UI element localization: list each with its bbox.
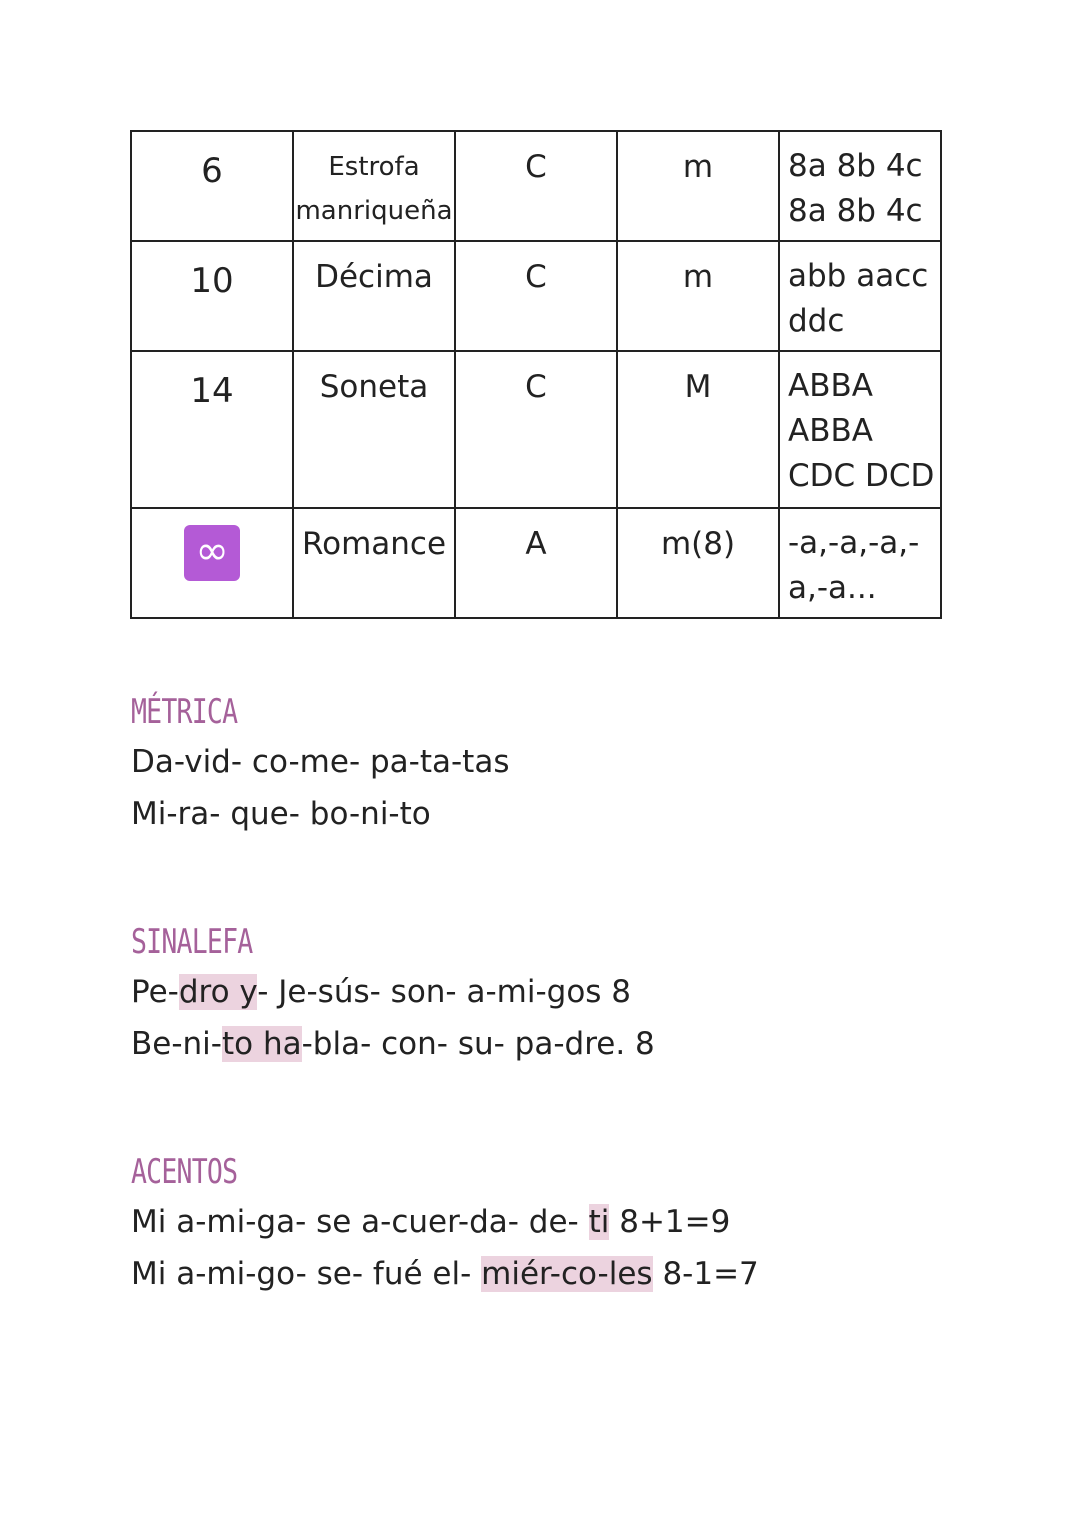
type-cell: [455, 351, 617, 508]
name-cell: [293, 241, 455, 351]
stanza-name: Soneta: [319, 369, 429, 405]
metrica-line: Mi-ra- que- bo-ni-to: [131, 796, 431, 832]
rima-cell: [779, 241, 941, 351]
table-row: [131, 131, 941, 241]
stanza-name: manriqueña: [295, 196, 453, 226]
acentos-line: [131, 1248, 759, 1300]
stanza-table: [130, 130, 942, 619]
table-row: [131, 508, 941, 618]
line-text: Be-ni-: [131, 1026, 222, 1062]
verse-count: 10: [190, 261, 234, 301]
metrica-section: [131, 688, 509, 840]
rima-line: -a,-a,-a,-: [788, 525, 920, 561]
stanza-name: Décima: [315, 259, 433, 295]
section-title-metrica: MÉTRICA: [131, 692, 238, 732]
rima-cell: [779, 131, 941, 241]
stanza-type: C: [525, 149, 547, 185]
rima-line: 8a 8b 4c: [788, 193, 923, 229]
table-row: [131, 351, 941, 508]
sinalefa-line: [131, 966, 655, 1018]
line-text: - Je-sús- son- a-mi-gos 8: [257, 974, 632, 1010]
name-cell: [293, 131, 455, 241]
rima-line: abb aacc: [788, 258, 929, 294]
metrica-line: Da-vid- co-me- pa-ta-tas: [131, 744, 510, 780]
num-cell: [131, 508, 293, 618]
rima-line: 8a 8b 4c: [788, 148, 923, 184]
type-cell: [455, 508, 617, 618]
stanza-type: C: [525, 369, 547, 405]
verse-count: 6: [201, 151, 223, 191]
name-cell: [293, 508, 455, 618]
acentos-line: [131, 1196, 759, 1248]
section-title-sinalefa: SINALEFA: [131, 922, 253, 962]
arte-cell: [617, 351, 779, 508]
highlighted-syllable: to ha: [221, 1026, 302, 1062]
highlighted-syllable: dro y: [178, 974, 258, 1010]
arte-cell: [617, 131, 779, 241]
highlighted-syllable: ti: [588, 1204, 610, 1240]
stanza-arte: m: [682, 259, 714, 295]
arte-cell: [617, 508, 779, 618]
rima-line: CDC DCD: [788, 458, 935, 494]
rima-line: a,-a...: [788, 570, 877, 606]
section-title-acentos: ACENTOS: [131, 1152, 238, 1192]
line-text: 8-1=7: [652, 1256, 759, 1292]
rima-cell: [779, 508, 941, 618]
acentos-section: [131, 1148, 759, 1300]
sinalefa-line: [131, 1018, 655, 1070]
name-cell: [293, 351, 455, 508]
line-text: 8+1=9: [609, 1204, 731, 1240]
rima-line: ABBA: [788, 413, 873, 449]
verse-count: 14: [190, 371, 234, 411]
highlighted-syllable: miér-co-les: [481, 1256, 653, 1292]
type-cell: [455, 241, 617, 351]
line-text: Mi a-mi-ga- se a-cuer-da- de-: [131, 1204, 589, 1240]
stanza-arte: M: [684, 369, 712, 405]
sinalefa-section: [131, 918, 655, 1070]
infinity-icon: ∞: [184, 525, 240, 581]
rima-line: ddc: [788, 303, 845, 339]
num-cell: [131, 241, 293, 351]
table-row: [131, 241, 941, 351]
line-text: -bla- con- su- pa-dre. 8: [301, 1026, 655, 1062]
rima-line: ABBA: [788, 368, 873, 404]
num-cell: [131, 131, 293, 241]
stanza-type: C: [525, 259, 547, 295]
rima-cell: [779, 351, 941, 508]
stanza-arte: m(8): [660, 526, 736, 562]
line-text: Pe-: [131, 974, 179, 1010]
stanza-arte: m: [682, 149, 714, 185]
line-text: Mi a-mi-go- se- fué el-: [131, 1256, 482, 1292]
stanza-name: Estrofa: [328, 152, 420, 182]
type-cell: [455, 131, 617, 241]
stanza-name: Romance: [301, 526, 447, 562]
num-cell: [131, 351, 293, 508]
arte-cell: [617, 241, 779, 351]
stanza-type: A: [525, 526, 547, 562]
